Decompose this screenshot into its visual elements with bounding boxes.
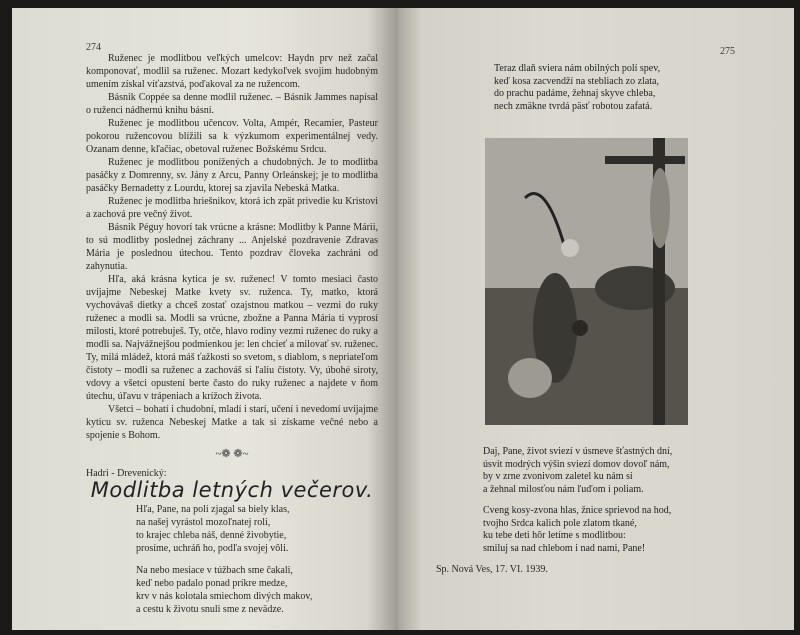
verse-line: Cveng kosy-zvona hlas, žnice sprievod na hod,: [483, 505, 672, 516]
paragraph: Všetci – bohatí i chudobní, mladí i starí, učení i nevedomí uvíjajme kyticu sv. ruženca Nebeskej Matke a tak si získame večné nebo a spojenie s Bohom.: [86, 404, 378, 441]
verse-line: a cestu k životu snuli sme z nevädze.: [136, 604, 284, 615]
verse-line: Daj, Pane, život sviezí v úsmeve šťastných dní,: [483, 446, 673, 457]
verse-line: nech zmäkne tvrdá päsť robotou zafatá.: [494, 100, 653, 112]
page-number: 275: [720, 46, 735, 57]
paragraph: Básnik Péguy hovorí tak vrúcne a krásne: Modlitby k Panne Márii, to sú modlitby poslednej záchrany ... Anjelské pozdravenie Zdravas Mária je poslednou útechou. Tento pozdrav človeka zachráni od zahynutia.: [86, 222, 378, 272]
ornament-divider: ~❁ ❁~: [215, 448, 249, 460]
verse-line: smiluj sa nad chlebom i nad nami, Pane!: [483, 542, 646, 554]
verse-line: keď nebo padalo ponad príkre medze,: [136, 578, 288, 589]
verse-line: Hľa, Pane, na poli zjagal sa biely klas,: [136, 504, 290, 515]
stanza: [494, 63, 660, 113]
verse-line: by v zrne zvonivom zaletel ku nám si: [483, 471, 633, 482]
paragraph: Ruženec je modlitbou veľkých umelcov: Haydn prv než začal komponovať, modlil sa ruženec. Mozart kedykoľvek svojim hudobným umením získal víťazstvá, poďakoval za ne ružencom.: [86, 53, 378, 90]
page-number: 274: [86, 42, 101, 53]
verse-line: úsvit modrých výšin sviezí domov dovoľ nám,: [483, 458, 670, 470]
right-page: [398, 8, 794, 630]
paragraph: Ruženec je modlitbou ponížených a chudobných. Je to modlitba pasáčky z Domrenny, sv. Jány z Arcu, Panny Orleánskej; je to modlitba pasáčky Bernadetty z Lourdu, ktorej sa zjavila Nebeská Matka.: [86, 157, 378, 194]
paragraph: Hľa, aká krásna kytica je sv. ruženec! V tomto mesiaci často uvíjajme Nebeskej Matke kvety sv. ruženca. Ty, matko, ktorá vychovávaš dietky a chceš zostať ozajstnou matkou – vezmi do ruky ruženec a modli sa. Modli sa vrúcne, zbožne a Panna Mária ti vyprosí milosti, ktoré potrebuješ. Ty, otče, hlavo rodiny vezmi ruženec do ruky a modli sa. Najvážnejšou podmienkou je: len chcieť a milovať sv. ruženec. Ty, milá mládež, ktorá máš ťažkosti so svetom, s diablom, s nepriateľom čistoty – modli sa ruženec a zachováš si ľaliu čistoty. Vy, úbohé siroty, vdovy a všetci opustení berte často do ruky ruženec a najdete v ňom útechu, úľavu v trápeniach a krížoch života.: [86, 274, 378, 402]
illustration-harvest-crucifix: [485, 138, 688, 425]
verse-line: ku tebe deti hôr letíme s modlitbou:: [483, 530, 626, 541]
verse-line: a žehnal milosťou nám ľuďom i poliam.: [483, 483, 644, 495]
article: [86, 52, 378, 625]
paragraph: Ruženec je modlitbou učencov. Volta, Ampér, Recamier, Pasteur pokorou ružencovou blížili sa k výzkumom experimentálnej vedy. Ozanam denne, kľačiac, obetoval ruženec Božskému Srdcu.: [86, 118, 378, 155]
verse-line: tvojho Srdca kalich pole zlatom tkané,: [483, 517, 637, 529]
place-date: Sp. Nová Ves, 17. VI. 1939.: [436, 564, 548, 575]
verse-line: Na nebo mesiace v túžbach sme čakali,: [136, 565, 293, 576]
stanza: [136, 564, 378, 616]
verse-line: do prachu padáme, žehnaj skyve chleba,: [494, 88, 656, 99]
verse-line: na našej vyrástol mozoľnatej roli,: [136, 517, 271, 528]
verse-line: to krajec chleba náš, denné živobytie,: [136, 530, 287, 541]
poem-title: Modlitba letných večerov.: [90, 478, 374, 502]
verse-line: prosíme, uchráň ho, podľa svojej vôli.: [136, 543, 289, 554]
left-page: [12, 8, 398, 630]
stanza: [483, 505, 672, 555]
paragraph: Ruženec je modlitba hriešnikov, ktorá ich zpät privedie ku Kristovi a zachová pre večný život.: [86, 196, 378, 220]
stanza: [136, 503, 378, 555]
poem: [136, 503, 378, 616]
verse-line: Teraz dlaň sviera nám obilných polí spev,: [494, 63, 661, 74]
verse-line: krv v nás kolotala smiechom divých makov,: [136, 591, 313, 602]
verse-line: keď kosa zacvendží na stebliach zo zlata,: [494, 75, 659, 87]
paragraph: Básnik Coppée sa denne modlil ruženec. – Básnik Jammes napísal o ruženci nádhernú knihu básní.: [86, 92, 378, 116]
stanza: [483, 446, 672, 496]
poem-author: Hadri - Drevenický:: [86, 468, 167, 479]
poem-ending: [483, 446, 672, 564]
